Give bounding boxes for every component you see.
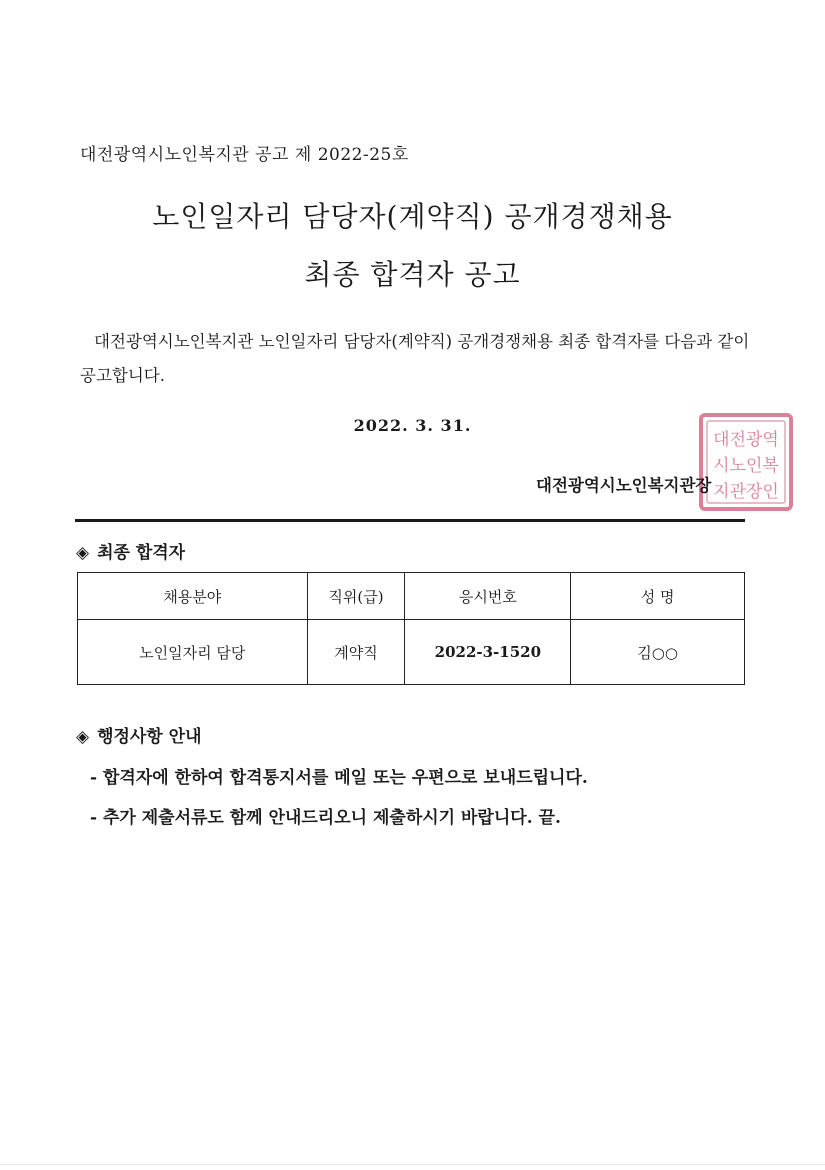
title-line-1: 노인일자리 담당자(계약직) 공개경쟁채용: [152, 200, 673, 233]
section-heading-text: 최종 합격자: [97, 543, 186, 563]
table-header-row: [78, 573, 745, 620]
list-item: - 추가 제출서류도 함께 안내드리오니 제출하시기 바랍니다. 끝.: [90, 808, 561, 828]
scan-edge-line: [0, 1164, 825, 1165]
seal-text-1: 대전광역: [713, 430, 779, 450]
cell-field: 노인일자리 담당: [78, 620, 308, 685]
divider: [75, 519, 745, 522]
header-field: 채용분야: [78, 573, 308, 620]
diamond-bullet-icon: ◈: [76, 727, 90, 747]
list-item: - 합격자에 한하여 합격통지서를 메일 또는 우편으로 보내드립니다.: [90, 768, 588, 788]
header-position: 직위(급): [307, 573, 405, 620]
title-line-2: 최종 합격자 공고: [304, 258, 521, 291]
issuer-name: 대전광역시노인복지관장: [536, 476, 712, 495]
cell-name: 김○○: [571, 620, 745, 685]
announcement-paragraph: 대전광역시노인복지관 노인일자리 담당자(계약직) 공개경쟁채용 최종 합격자를 다음과 같이 공고합니다.: [80, 332, 750, 385]
header-name: 성 명: [571, 573, 745, 620]
official-seal-icon: [698, 412, 794, 512]
section-heading-final-passers: [76, 538, 185, 563]
announcement-date: 2022. 3. 31.: [353, 416, 472, 435]
table-row: [78, 620, 745, 685]
diamond-bullet-icon: ◈: [76, 543, 90, 563]
admin-notes-list: [90, 758, 588, 838]
passer-table: [77, 572, 745, 685]
section-heading-text: 행정사항 안내: [97, 727, 202, 747]
seal-text-2: 시노인복: [713, 456, 779, 476]
notice-number: 대전광역시노인복지관 공고 제 2022-25호: [80, 145, 409, 165]
seal-text-3: 지관장인: [713, 482, 779, 502]
section-heading-admin-info: [76, 722, 202, 747]
header-applicant-number: 응시번호: [405, 573, 571, 620]
cell-applicant-number: 2022-3-1520: [405, 620, 571, 685]
cell-position: 계약직: [307, 620, 405, 685]
